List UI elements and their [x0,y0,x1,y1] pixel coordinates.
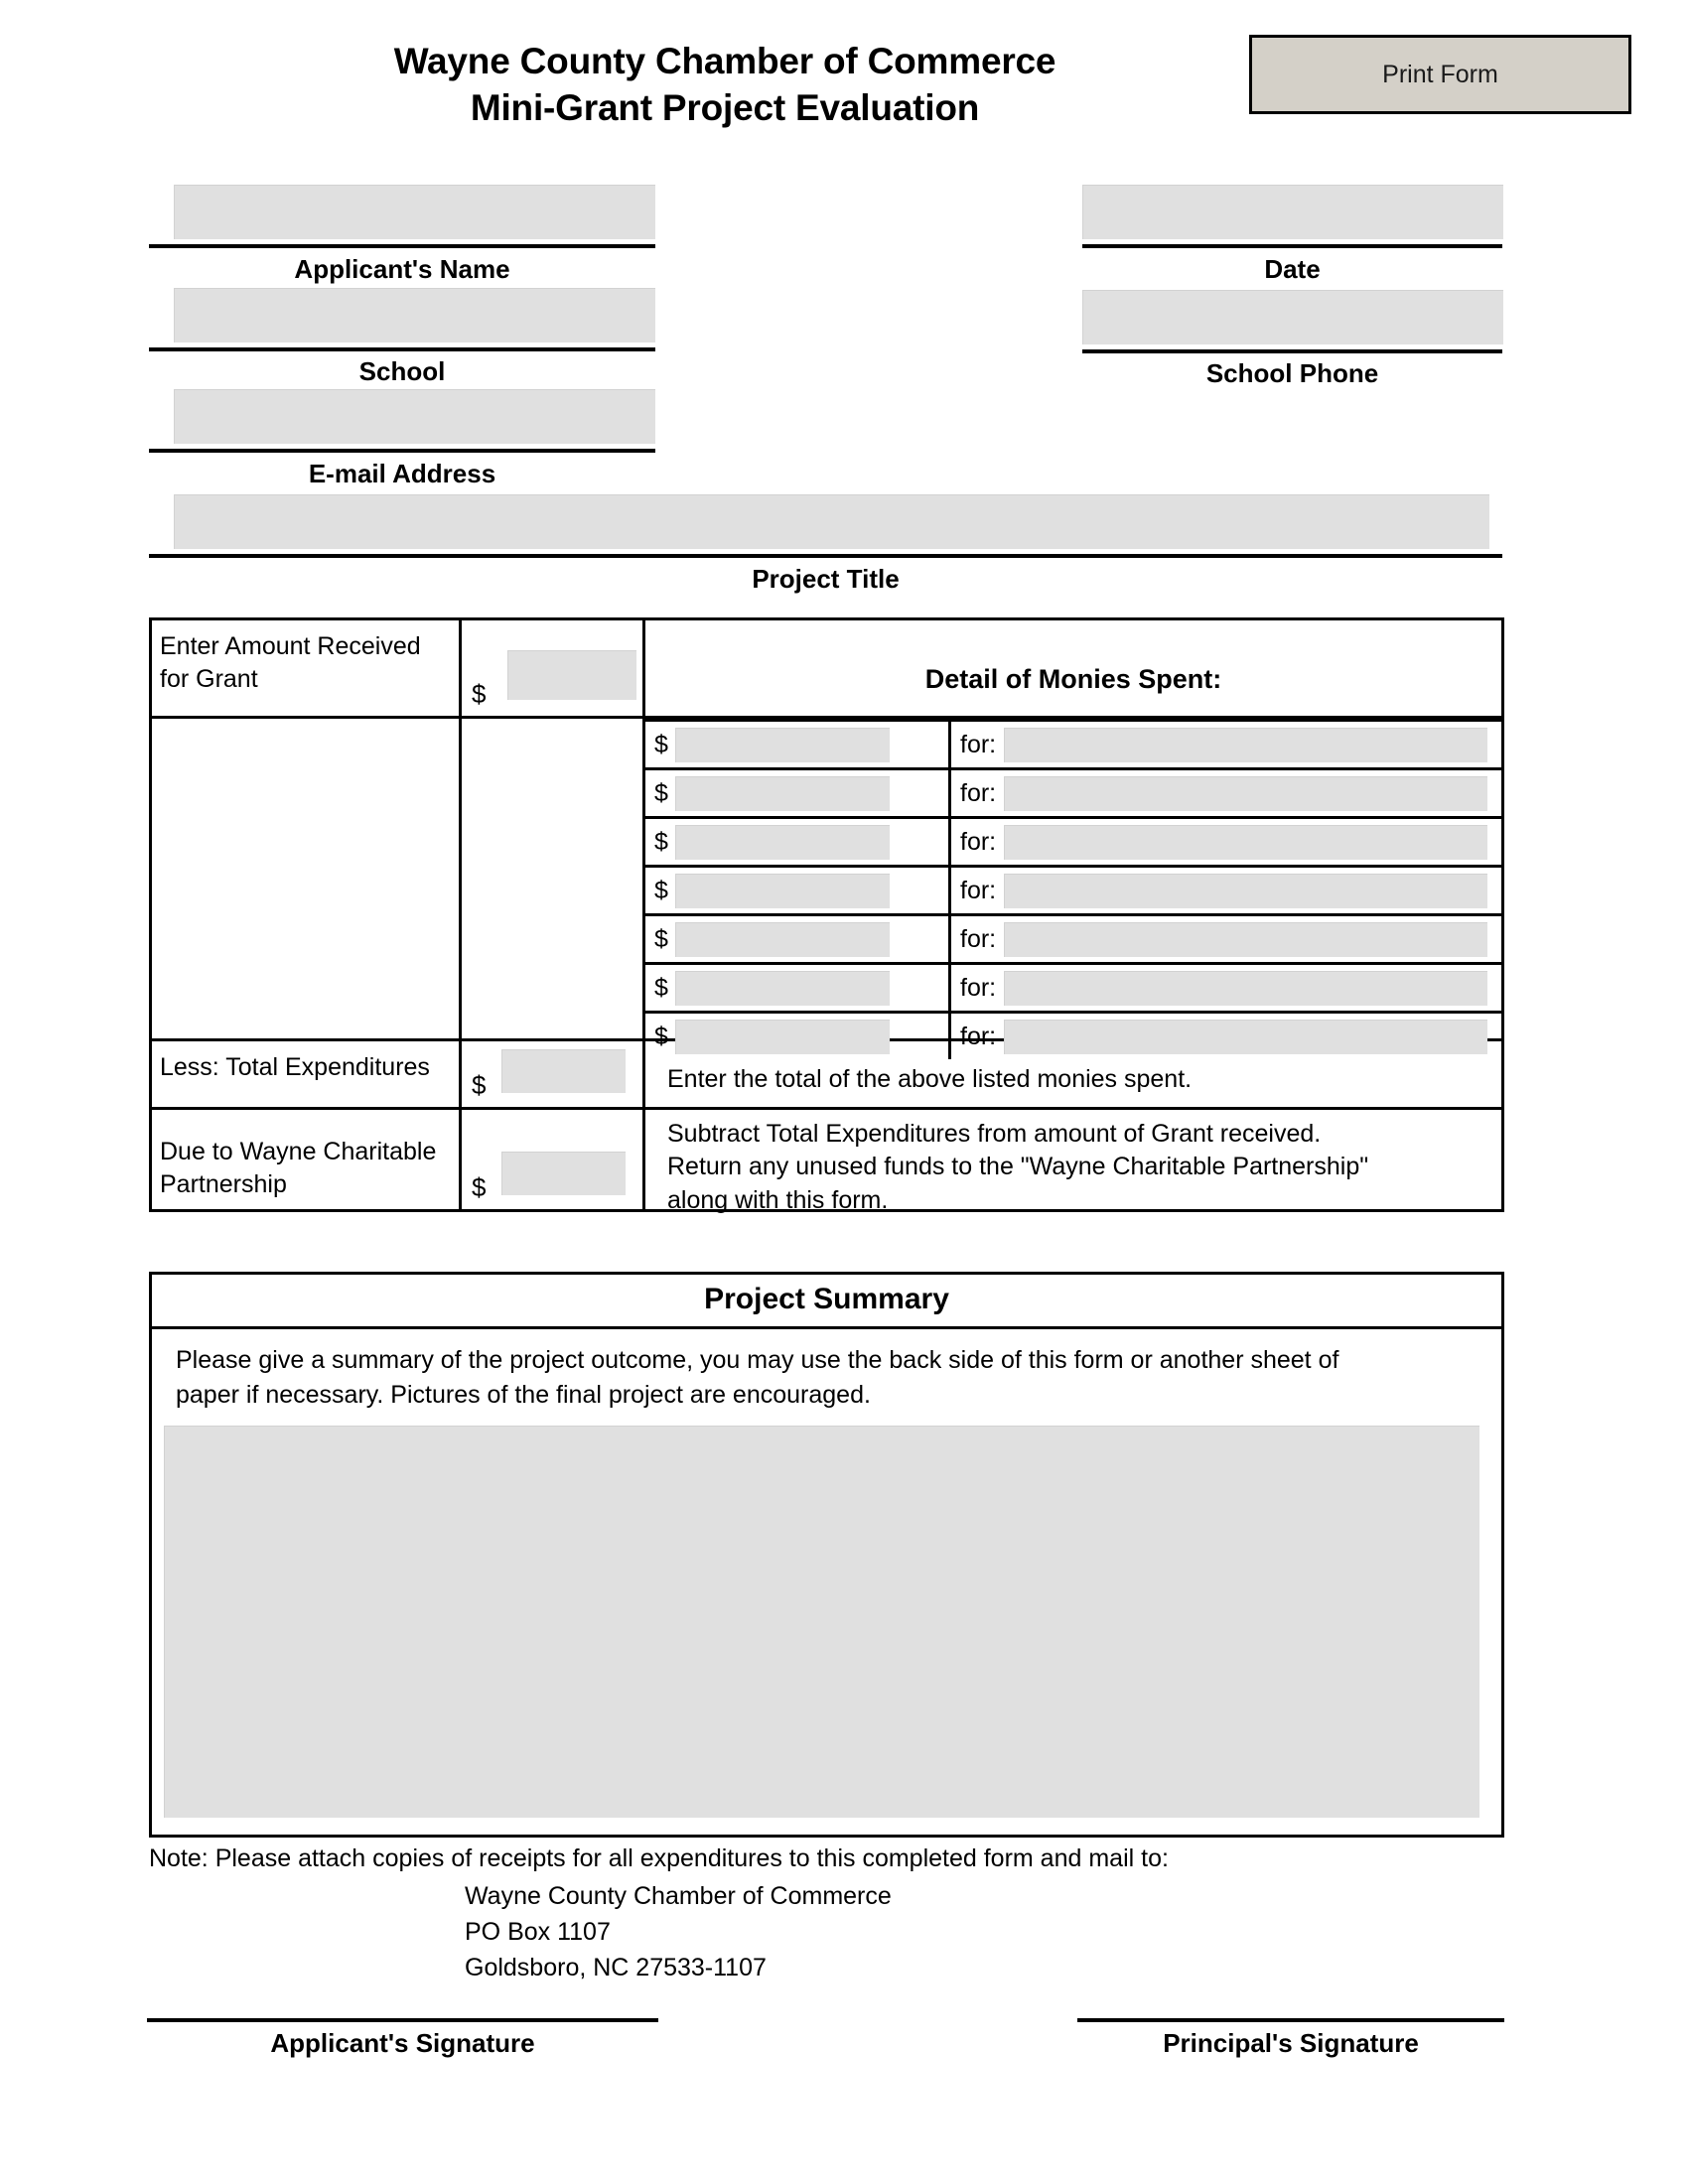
total-expenditures-label-cell [152,1041,462,1107]
expenditure-amount-input[interactable] [675,776,890,811]
date-rule [1082,244,1502,248]
expenditure-amount-input[interactable] [675,825,890,860]
principal-signature-label: Principal's Signature [1163,2028,1419,2058]
title-line-2: Mini-Grant Project Evaluation [470,87,980,129]
mailing-note-line: Note: Please attach copies of receipts for all expenditures to this completed form and mail to: [149,1844,1169,1872]
mailing-address-line-2: PO Box 1107 [465,1918,611,1946]
project-summary-instruction [152,1329,1501,1418]
expenditure-rows-container [645,719,1501,1050]
expenditure-for-input[interactable] [1004,874,1487,908]
page-title [328,38,1122,132]
expenditures-blank-cell-2 [462,719,645,1038]
due-instruction-cell [645,1110,1501,1214]
table-row-grant-header [152,620,1501,716]
due-amount-cell [462,1110,645,1209]
detail-header-cell [645,620,1501,716]
expenditure-dollar-sign: $ [654,876,668,904]
total-instruction-text: Enter the total of the above listed monies spent. [667,1065,1193,1093]
expenditure-amount-cell [645,868,951,913]
email-label: E-mail Address [308,459,496,488]
expenditure-row [645,816,1501,865]
school-phone-rule [1082,349,1502,353]
expenditure-for-cell [951,770,1501,816]
due-label-cell [152,1110,462,1209]
applicant-signature-rule[interactable] [147,2018,658,2022]
project-title-label: Project Title [752,564,900,594]
applicant-signature-label: Applicant's Signature [270,2028,535,2058]
expenditure-row [645,865,1501,913]
total-dollar-sign: $ [472,1070,487,1100]
monies-table [149,617,1504,1212]
expenditure-row [645,719,1501,767]
principal-signature-rule[interactable] [1077,2018,1504,2022]
expenditure-for-input[interactable] [1004,922,1487,957]
table-row-expenditures [152,716,1501,1050]
total-expenditures-label: Less: Total Expenditures [160,1053,430,1081]
expenditure-for-cell [951,916,1501,962]
expenditure-dollar-sign: $ [654,924,668,953]
expenditure-amount-cell [645,916,951,962]
project-title-rule [149,554,1502,558]
expenditure-row [645,962,1501,1011]
due-dollar-sign: $ [472,1172,487,1202]
detail-of-monies-spent-label: Detail of Monies Spent: [924,664,1222,694]
mailing-address-line-1: Wayne County Chamber of Commerce [465,1882,892,1910]
expenditure-for-label: for: [960,1022,997,1050]
due-instruction-line-1: Subtract Total Expenditures from amount of Grant received. [667,1120,1322,1148]
applicant-name-rule [149,244,655,248]
expenditure-for-cell [951,819,1501,865]
expenditure-dollar-sign: $ [654,730,668,758]
summary-instruction-line-1: Please give a summary of the project outcome, you may use the back side of this form or another sheet of [176,1346,1339,1374]
expenditure-for-input[interactable] [1004,728,1487,762]
date-input[interactable] [1082,185,1503,239]
expenditure-for-cell [951,965,1501,1011]
grant-dollar-sign: $ [472,679,487,709]
expenditure-for-label: for: [960,730,997,758]
expenditure-row [645,767,1501,816]
expenditure-for-label: for: [960,973,997,1002]
table-row-total-expenditures [152,1038,1501,1107]
project-summary-box [149,1272,1504,1838]
project-summary-heading: Project Summary [152,1275,1501,1329]
applicant-name-input[interactable] [174,185,655,239]
total-expenditures-input[interactable] [501,1049,626,1093]
due-instruction-block [645,1110,1501,1217]
expenditure-for-label: for: [960,778,997,807]
expenditure-for-label: for: [960,924,997,953]
print-form-button[interactable]: Print Form [1249,35,1631,114]
expenditure-for-label: for: [960,827,997,856]
expenditure-amount-cell [645,819,951,865]
school-phone-input[interactable] [1082,290,1503,344]
school-label: School [358,356,446,386]
expenditure-dollar-sign: $ [654,973,668,1002]
applicant-name-label: Applicant's Name [294,254,510,284]
expenditure-amount-input[interactable] [675,922,890,957]
expenditure-amount-input[interactable] [675,728,890,762]
email-input[interactable] [174,389,655,444]
email-rule [149,449,655,453]
expenditure-for-input[interactable] [1004,825,1487,860]
date-label: Date [1264,254,1321,284]
due-instruction-line-2: Return any unused funds to the "Wayne Charitable Partnership" [667,1153,1369,1181]
summary-instruction-line-2: paper if necessary. Pictures of the final project are encouraged. [176,1380,871,1409]
expenditure-amount-input[interactable] [675,971,890,1006]
grant-received-input[interactable] [507,650,636,700]
title-line-1: Wayne County Chamber of Commerce [393,41,1056,81]
expenditure-amount-cell [645,722,951,767]
school-rule [149,347,655,351]
expenditure-row [645,913,1501,962]
expenditure-for-cell [951,722,1501,767]
school-phone-label: School Phone [1205,358,1379,388]
due-instruction-line-3: along with this form. [667,1185,889,1214]
expenditure-dollar-sign: $ [654,778,668,807]
grant-received-cell [152,620,462,716]
mailing-address-line-3: Goldsboro, NC 27533-1107 [465,1954,767,1981]
expenditure-amount-cell [645,965,951,1011]
project-summary-textarea[interactable] [164,1426,1479,1818]
expenditure-for-label: for: [960,876,997,904]
total-expenditures-amount-cell [462,1041,645,1107]
project-title-input[interactable] [174,494,1489,549]
expenditure-dollar-sign: $ [654,1022,668,1050]
total-instruction-cell [645,1041,1501,1107]
expenditure-for-input[interactable] [1004,971,1487,1006]
expenditure-for-cell [951,868,1501,913]
due-label: Due to Wayne Charitable Partnership [160,1138,437,1199]
expenditure-amount-cell [645,770,951,816]
expenditure-dollar-sign: $ [654,827,668,856]
expenditures-blank-cell-1 [152,719,462,1038]
grant-received-label: Enter Amount Received for Grant [160,632,421,694]
table-row-due-partnership [152,1107,1501,1214]
school-input[interactable] [174,288,655,342]
expenditure-amount-input[interactable] [675,874,890,908]
due-amount-input[interactable] [501,1152,626,1195]
expenditure-for-input[interactable] [1004,776,1487,811]
grant-received-amount-cell [462,620,645,716]
summary-textarea-wrap [152,1418,1501,1835]
